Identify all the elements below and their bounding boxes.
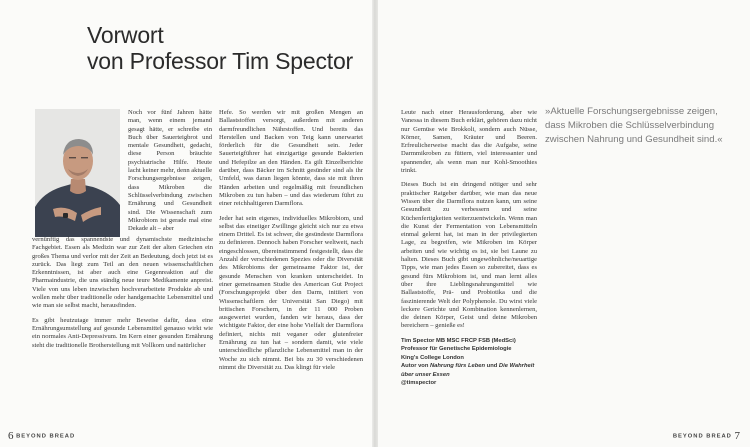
title-line-2: von Professor Tim Spector — [87, 48, 353, 74]
book-gutter — [372, 0, 378, 447]
intro-paragraph: Noch vor fünf Jahren hätte man, wenn einem jemand gesagt hätte, er schreibe ein Buch über Sauerteigbrot und mentale Gesundheit, gedacht, diese Person bräuchte psychiatrische Hilfe. Heute lacht keiner mehr, denn aktuelle Forschungsergebnisse zeigen, dass Mikroben die Schlüsselverbindung zwischen Ernährung und Gesundheit sind. Die Wissenschaft zum Mikrobiom ist gerade mal eine Dekade alt – aber — [128, 109, 212, 233]
author-portrait-illustration — [35, 109, 120, 237]
running-footer-right: BEYOND BREAD — [672, 433, 732, 440]
book-title-1: Nahrung fürs Leben — [429, 363, 486, 370]
book-title-2: Die Wahrheit über unser Essen — [401, 363, 535, 378]
paragraph: Hefe. So werden wir mit großen Mengen an Ballaststoffen versorgt, außerdem mit anderen darmfreundlichen Nährstoffen. Und bereits das Herstellen und Backen von Teig kann unerwartet förderlich für die Gesundheit sein. Jeder Sauerteigführer hat einzigartige gesunde Bakterien und Hefepilze an den Händen. Es gilt Einzelberichte darüber, dass Bäcker im Schnitt gesünder sind als ihr Umfeld, was daran liegen könnte, dass sie mit ihren Händen arbeiten und regelmäßig mit freundlichen Mikroben zu tun haben – und das wiederum führt zu einer reichhaltigeren Darmflora. — [219, 109, 363, 208]
paragraph: Leute nach einer Herausforderung, aber wie Vanessa in diesem Buch erklärt, gehören dazu nicht nur Gemüse wie Brokkoli, sondern auch Nüsse, Körner, Samen, Kräuter und Beeren. Erfreulicherweise macht das die Aufgabe, seine Darmmikroben zu füttern, viel interessanter und spannender, als wenn man nur Kohl-Smoothies trinkt. — [401, 109, 537, 175]
author-handle: @timspector — [401, 380, 437, 387]
author-affiliation: King's College London — [401, 354, 464, 361]
author-role: Professor für Genetische Epidemiologie — [401, 346, 512, 353]
running-footer-left: BEYOND BREAD — [16, 433, 76, 440]
paragraph: Jeder hat sein eigenes, individuelles Mikrobiom, und selbst das eineiiger Zwillinge gleicht sich nur zu etwa einem Drittel. Es ist schwer, die gesündeste Darmflora zu definieren. Dennoch haben Forscher weltweit, nach eingeschlossen, übereinstimmend festgestellt, dass die Anzahl der verschiedenen Spezies oder die Diversität des Mikrobioms der gemeinsame Faktor ist, der gesunde Menschen von kranken unterscheidet. In einer gemeinsamen Studie des American Gut Project (Forschungsprojekt über den Darm, initiiert von Wissenschaftlern der Universität San Diego) mit britischen Forschern, in der 11 000 Proben ausgewertet wurden, fanden wir heraus, dass der wichtigste Faktor, der eine hohe Vielfalt der Darmflora definiert, nichts mit veganer oder glutenfreier Ernährung zu tun hat – sondern damit, wie viele unterschiedliche pflanzliche Lebensmittel man in der Woche zu sich nimmt. Bei bis zu 30 verschiedenen nimmt die Diversität zu. Das klingt für viele — [219, 214, 363, 371]
author-name: Tim Spector MB MSC FRCP FSB (MedSci) — [401, 338, 516, 344]
title-line-1: Vorwort — [87, 22, 164, 48]
text-column-2 — [219, 109, 363, 378]
footer-right — [673, 430, 740, 442]
paragraph: Es gibt heutzutage immer mehr Beweise dafür, dass eine Ernährungsumstellung auf gesunde Lebensmittel genauso wirkt wie ein normales Anti-Depressivum. Im Kern einer gesunden Ernährung steht die traditionelle Brotherstellung mit Vollkorn und natürlicher — [32, 316, 213, 349]
author-books — [401, 362, 541, 379]
author-books-prefix: Autor von — [401, 363, 430, 370]
author-portrait — [35, 109, 120, 237]
text-column-1 — [32, 236, 213, 356]
paragraph: Dieses Buch ist ein dringend nötiger und sehr praktischer Ratgeber darüber, wie man das neue Wissen über die Darmflora nutzen kann, um seine Gesundheit zu verbessern und seine Küchenfertigkeiten weiterzuentwickeln. Wenn man die Kunst der Fermentation von Lebensmitteln einmal gelernt hat, ist man in der privilegierten Lage, zu begreifen, wie Mikroben im Körper arbeiten und wie wichtig es ist, sie bei Laune zu halten. Dieses Buch gibt ungewöhnliche/neuartige Tipps, wie man jedes Essen so zubereitet, dass es gesund fürs Mikrobiom ist, und man lernt alles über ihre Lieblingsnahrungsmittel wie Ballaststoffe, Prä- und Probiotika und die faszinierende Welt der Polyphenole. Du wirst viele leckere Gerichte und Kombination kennenlernen, die deinen Körper, Geist und deine Mikroben bereichern – genieße es! — [401, 181, 537, 330]
paragraph: vernünftig das spannendste und dynamischste medizinische Fachgebiet. Essen als Medizin war zur Zeit der alten Griechen ein großes Thema und verlor mit der Zeit an Bedeutung, doch jetzt ist es zurück. Das liegt zum Teil an den neuen wissenschaftlichen Erkenntnissen, ist aber auch eine Gegenreaktion auf die Pharmaindustrie, die uns ständig neue teure Medikamente anpreist. Viele von uns leben inzwischen hochverarbeitete Produkte ab und wollen mehr über traditionelle oder handgemachte Lebensmittel und wie man sie selbst macht, herausfinden. — [32, 236, 213, 310]
author-books-mid: und — [485, 363, 499, 370]
page-number-left: 6 — [8, 430, 14, 442]
pull-quote: »Aktuelle Forschungsergebnisse zeigen, dass Mikroben die Schlüsselverbindung zwischen Nahrung und Gesundheit sind.« — [545, 106, 723, 145]
author-bio — [401, 337, 541, 387]
footer-left — [8, 430, 75, 442]
text-column-3 — [401, 109, 537, 337]
intro-text-column — [128, 109, 212, 239]
page-number-right: 7 — [734, 430, 740, 442]
page-title — [87, 22, 353, 74]
